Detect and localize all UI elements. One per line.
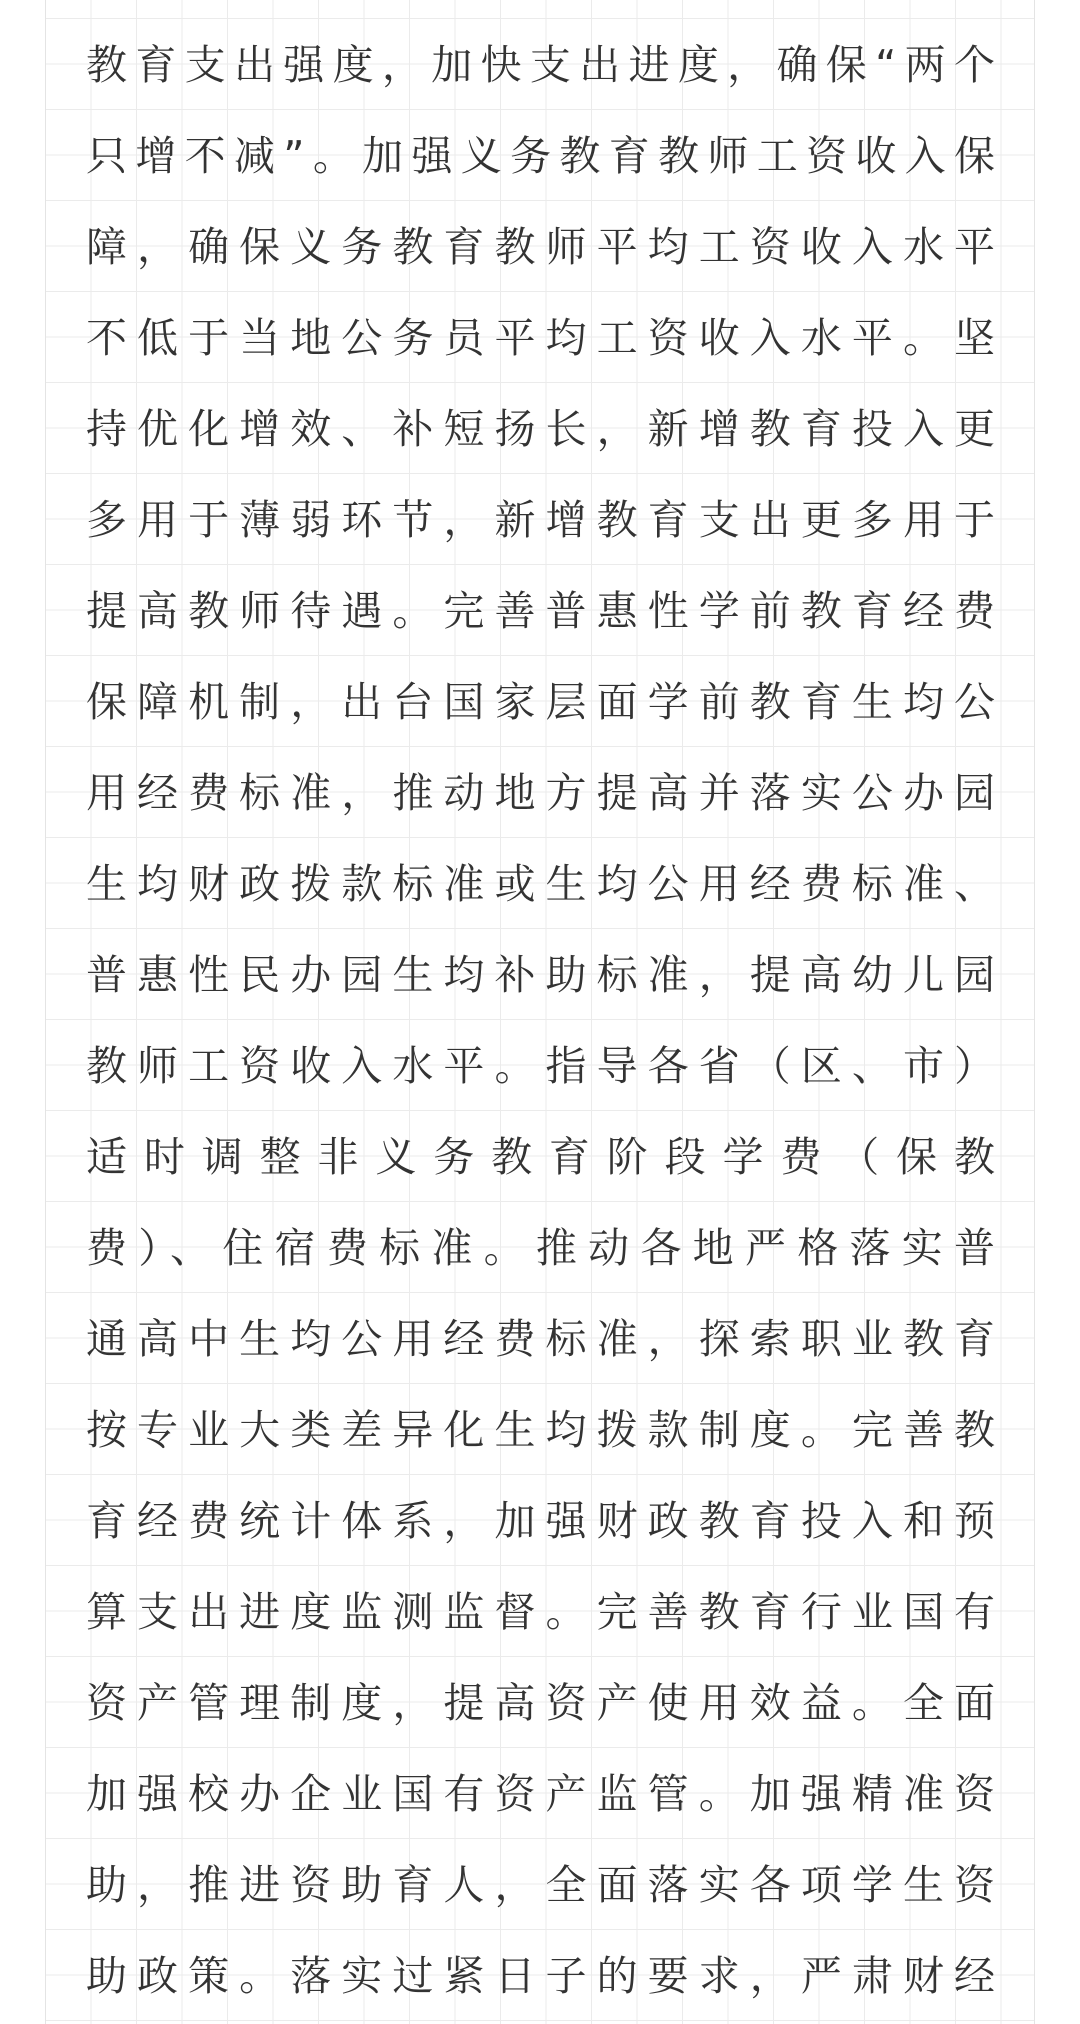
text-line: 只增不减”。加强义务教育教师工资收入保 — [86, 132, 996, 180]
text-line: 适时调整非义务教育阶段学费（保教 — [86, 1133, 996, 1181]
text-line: 保障机制，出台国家层面学前教育生均公 — [86, 678, 996, 726]
text-line: 多用于薄弱环节，新增教育支出更多用于 — [86, 496, 996, 544]
text-line: 费）、住宿费标准。推动各地严格落实普 — [86, 1224, 996, 1272]
text-line: 教师工资收入水平。指导各省（区、市） — [86, 1042, 996, 1090]
text-line: 生均财政拨款标准或生均公用经费标准、 — [86, 860, 996, 908]
text-line: 持优化增效、补短扬长，新增教育投入更 — [86, 405, 996, 453]
text-line: 资产管理制度，提高资产使用效益。全面 — [86, 1679, 996, 1727]
text-line: 加强校办企业国有资产监管。加强精准资 — [86, 1770, 996, 1818]
text-line: 育经费统计体系，加强财政教育投入和预 — [86, 1497, 996, 1545]
text-line: 按专业大类差异化生均拨款制度。完善教 — [86, 1406, 996, 1454]
text-line: 助政策。落实过紧日子的要求，严肃财经 — [86, 1952, 996, 2000]
body-text — [86, 20, 996, 2022]
text-line: 不低于当地公务员平均工资收入水平。坚 — [86, 314, 996, 362]
text-line: 教育支出强度，加快支出进度，确保“两个 — [86, 41, 996, 89]
text-line: 助，推进资助育人，全面落实各项学生资 — [86, 1861, 996, 1909]
text-line: 算支出进度监测监督。完善教育行业国有 — [86, 1588, 996, 1636]
text-line: 提高教师待遇。完善普惠性学前教育经费 — [86, 587, 996, 635]
text-line: 障，确保义务教育教师平均工资收入水平 — [86, 223, 996, 271]
text-line: 用经费标准，推动地方提高并落实公办园 — [86, 769, 996, 817]
text-line: 普惠性民办园生均补助标准，提高幼儿园 — [86, 951, 996, 999]
text-line: 通高中生均公用经费标准，探索职业教育 — [86, 1315, 996, 1363]
